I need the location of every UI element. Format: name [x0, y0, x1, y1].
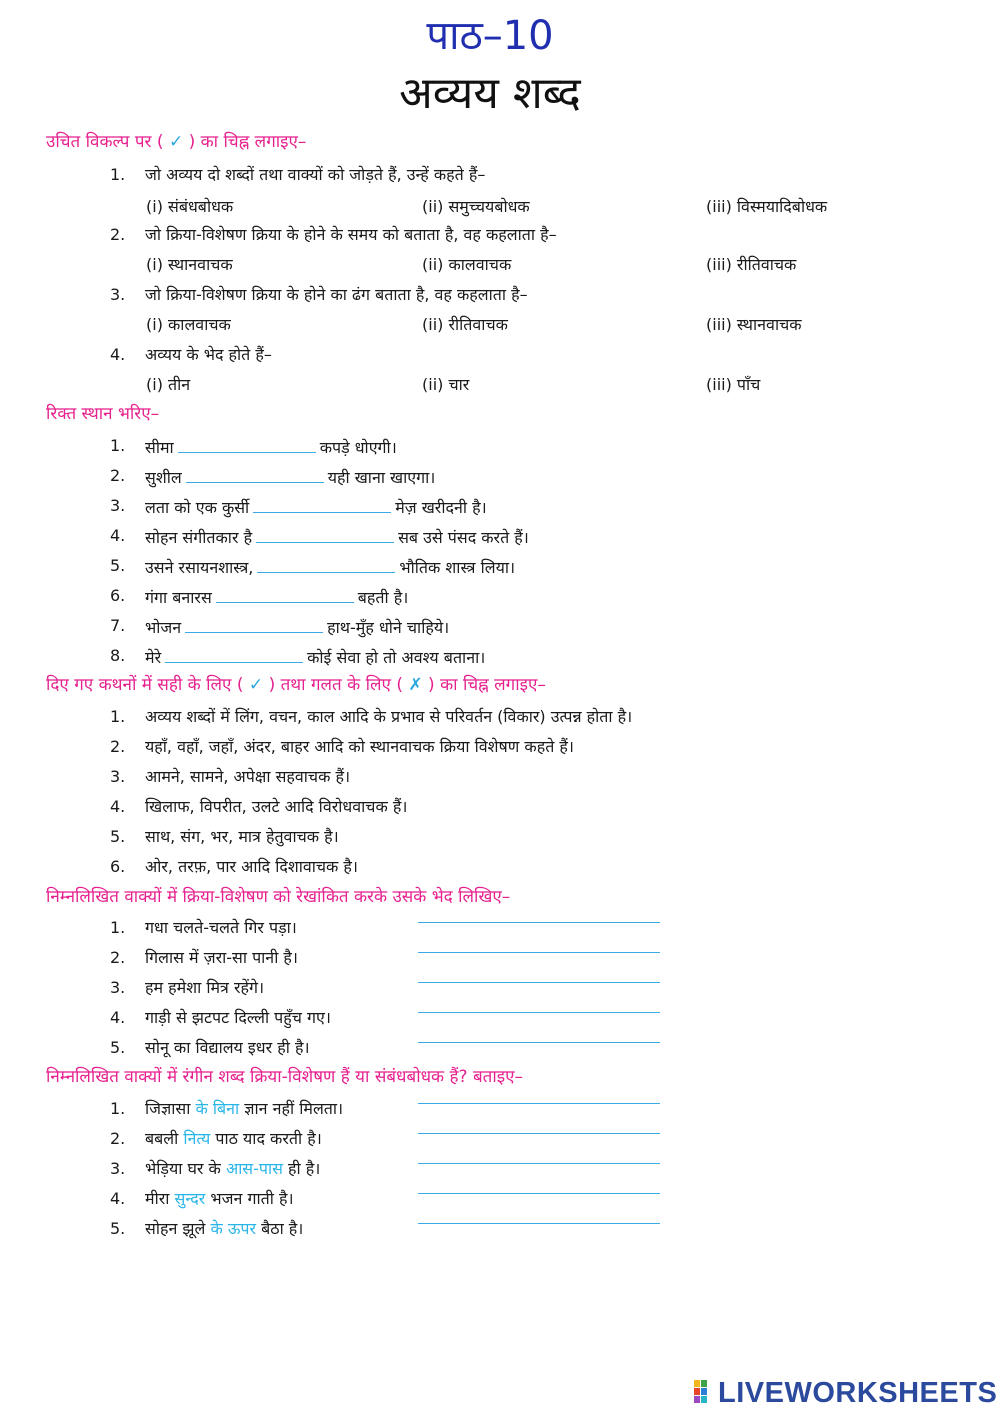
item-number: 5. [110, 556, 126, 575]
statement-text[interactable]: साथ, संग, भर, मात्र हेतुवाचक है। [145, 827, 339, 846]
sentence-text: मीरा सुन्दर भजन गाती है। [145, 1189, 294, 1208]
fill-blank-sentence: मेरे कोई सेवा हो तो अवश्य बताना। [145, 644, 485, 670]
answer-input[interactable] [418, 1223, 660, 1224]
sentence-text: सोहन झूले के ऊपर बैठा है। [145, 1219, 304, 1238]
section2-heading: रिक्त स्थान भरिए– [46, 404, 160, 424]
fill-blank-sentence: सीमा कपड़े धोएगी। [145, 434, 397, 460]
statement-text[interactable]: ओर, तरफ़, पार आदि दिशावाचक है। [145, 857, 358, 876]
section4-heading: निम्नलिखित वाक्यों में क्रिया-विशेषण को रेखांकित करके उसके भेद लिखिए– [46, 887, 511, 907]
option-3[interactable]: (iii) विस्मयादिबोधक [706, 197, 828, 216]
blank-input[interactable] [257, 554, 395, 573]
item-number: 8. [110, 646, 126, 665]
item-number: 3. [110, 496, 126, 515]
item-number: 7. [110, 616, 126, 635]
sentence-text: बबली नित्य पाठ याद करती है। [145, 1129, 322, 1148]
item-number: 5. [110, 1219, 126, 1238]
sentence-text: जिज्ञासा के बिना ज्ञान नहीं मिलता। [145, 1099, 344, 1118]
check-mark-icon: ✓ [248, 675, 264, 695]
item-number: 2. [110, 737, 126, 756]
answer-input[interactable] [418, 982, 660, 983]
answer-input[interactable] [418, 1163, 660, 1164]
option-3[interactable]: (iii) पाँच [706, 375, 761, 394]
question-number: 1. [110, 165, 126, 184]
option-2[interactable]: (ii) कालवाचक [422, 255, 512, 274]
option-1[interactable]: (i) संबंधबोधक [146, 197, 234, 216]
answer-input[interactable] [418, 1042, 660, 1043]
sentence-text: गधा चलते-चलते गिर पड़ा। [145, 918, 297, 937]
liveworksheets-logo-icon [694, 1380, 714, 1404]
sentence-text: सोनू का विद्यालय इधर ही है। [145, 1038, 310, 1057]
question-number: 2. [110, 225, 126, 244]
answer-input[interactable] [418, 922, 660, 923]
section1-heading: उचित विकल्प पर ( ✓ ) का चिह्न लगाइए– [46, 132, 307, 152]
blank-input[interactable] [256, 524, 394, 543]
option-1[interactable]: (i) तीन [146, 375, 191, 394]
item-number: 3. [110, 978, 126, 997]
item-number: 5. [110, 1038, 126, 1057]
option-3[interactable]: (iii) स्थानवाचक [706, 315, 802, 334]
answer-input[interactable] [418, 1012, 660, 1013]
statement-text[interactable]: यहाँ, वहाँ, जहाँ, अंदर, बाहर आदि को स्थानवाचक क्रिया विशेषण कहते हैं। [145, 737, 574, 756]
check-mark-icon: ✓ [168, 132, 184, 152]
item-number: 1. [110, 436, 126, 455]
item-number: 4. [110, 1008, 126, 1027]
lesson-number: पाठ–10 [426, 13, 554, 59]
item-number: 6. [110, 586, 126, 605]
option-3[interactable]: (iii) रीतिवाचक [706, 255, 797, 274]
page-title: अव्यय शब्द [399, 68, 581, 119]
item-number: 2. [110, 948, 126, 967]
highlighted-word: के बिना [195, 1099, 240, 1118]
fill-blank-sentence: लता को एक कुर्सी मेज़ खरीदनी है। [145, 494, 487, 520]
answer-input[interactable] [418, 952, 660, 953]
sentence-text: गिलास में ज़रा-सा पानी है। [145, 948, 298, 967]
item-number: 3. [110, 1159, 126, 1178]
fill-blank-sentence: उसने रसायनशास्त्र, भौतिक शास्त्र लिया। [145, 554, 515, 580]
question-text: जो क्रिया-विशेषण क्रिया के होने का ढंग बताता है, वह कहलाता है– [145, 285, 528, 304]
fill-blank-sentence: गंगा बनारस बहती है। [145, 584, 408, 610]
question-number: 4. [110, 345, 126, 364]
statement-text[interactable]: अव्यय शब्दों में लिंग, वचन, काल आदि के प्रभाव से परिवर्तन (विकार) उत्पन्न होता है। [145, 707, 633, 726]
fill-blank-sentence: भोजन हाथ-मुँह धोने चाहिये। [145, 614, 449, 640]
sentence-text: भेड़िया घर के आस-पास ही है। [145, 1159, 321, 1178]
section3-heading: दिए गए कथनों में सही के लिए ( ✓ ) तथा गलत के लिए ( ✗ ) का चिह्न लगाइए– [46, 675, 546, 695]
option-2[interactable]: (ii) रीतिवाचक [422, 315, 508, 334]
question-number: 3. [110, 285, 126, 304]
option-1[interactable]: (i) स्थानवाचक [146, 255, 233, 274]
fill-blank-sentence: सुशील यही खाना खाएगा। [145, 464, 435, 490]
option-2[interactable]: (ii) चार [422, 375, 470, 394]
blank-input[interactable] [178, 434, 316, 453]
option-2[interactable]: (ii) समुच्चयबोधक [422, 197, 530, 216]
item-number: 6. [110, 857, 126, 876]
section5-heading: निम्नलिखित वाक्यों में रंगीन शब्द क्रिया-विशेषण हैं या संबंधबोधक हैं? बताइए– [46, 1067, 524, 1087]
highlighted-word: नित्य [183, 1129, 211, 1148]
item-number: 1. [110, 918, 126, 937]
blank-input[interactable] [185, 614, 323, 633]
highlighted-word: के ऊपर [210, 1219, 257, 1238]
question-text: जो क्रिया-विशेषण क्रिया के होने के समय को बताता है, वह कहलाता है– [145, 225, 557, 244]
sentence-text: गाड़ी से झटपट दिल्ली पहुँच गए। [145, 1008, 331, 1027]
answer-input[interactable] [418, 1193, 660, 1194]
question-text: अव्यय के भेद होते हैं– [145, 345, 272, 364]
blank-input[interactable] [186, 464, 324, 483]
item-number: 1. [110, 1099, 126, 1118]
blank-input[interactable] [253, 494, 391, 513]
item-number: 4. [110, 526, 126, 545]
answer-input[interactable] [418, 1133, 660, 1134]
sentence-text: हम हमेशा मित्र रहेंगे। [145, 978, 265, 997]
cross-mark-icon: ✗ [408, 675, 423, 695]
liveworksheets-logo: LIVEWORKSHEETS [718, 1377, 998, 1409]
question-text: जो अव्यय दो शब्दों तथा वाक्यों को जोड़ते हैं, उन्हें कहते हैं– [145, 165, 486, 184]
highlighted-word: आस-पास [225, 1159, 283, 1178]
statement-text[interactable]: आमने, सामने, अपेक्षा सहवाचक हैं। [145, 767, 351, 786]
answer-input[interactable] [418, 1103, 660, 1104]
item-number: 5. [110, 827, 126, 846]
item-number: 4. [110, 797, 126, 816]
item-number: 4. [110, 1189, 126, 1208]
fill-blank-sentence: सोहन संगीतकार है सब उसे पंसद करते हैं। [145, 524, 529, 550]
blank-input[interactable] [216, 584, 354, 603]
item-number: 1. [110, 707, 126, 726]
statement-text[interactable]: खिलाफ, विपरीत, उलटे आदि विरोधवाचक हैं। [145, 797, 408, 816]
highlighted-word: सुन्दर [174, 1189, 206, 1208]
item-number: 2. [110, 1129, 126, 1148]
option-1[interactable]: (i) कालवाचक [146, 315, 231, 334]
item-number: 2. [110, 466, 126, 485]
item-number: 3. [110, 767, 126, 786]
blank-input[interactable] [165, 644, 303, 663]
